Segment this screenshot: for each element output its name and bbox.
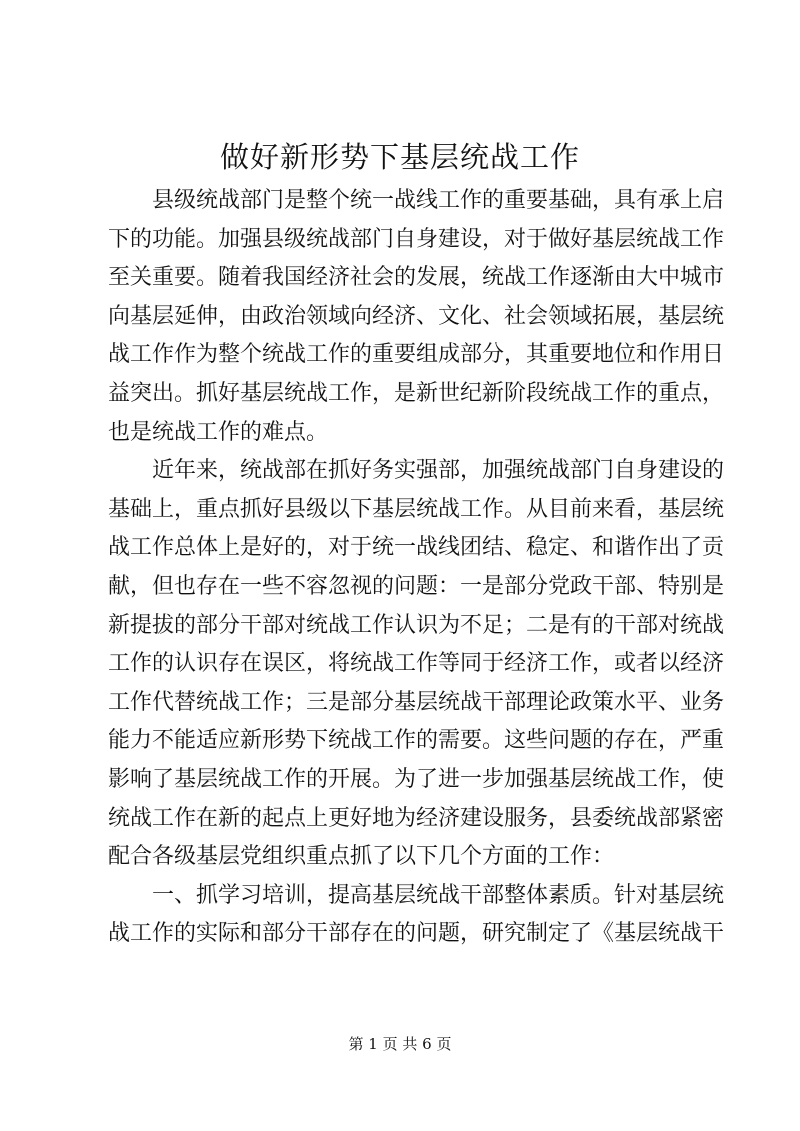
paragraph-line: 战工作的实际和部分干部存在的问题，研究制定了《基层统战干 — [108, 921, 725, 947]
document-body — [108, 182, 725, 954]
paragraph-line: 战工作总体上是好的，对于统一战线团结、稳定、和谐作出了贡 — [108, 535, 725, 561]
paragraph-line: 工作的认识存在误区，将统战工作等同于经济工作，或者以经济 — [108, 651, 725, 677]
paragraph-line: 益突出。抓好基层统战工作，是新世纪新阶段统战工作的重点， — [108, 380, 725, 406]
paragraph-line: 也是统战工作的难点。 — [108, 419, 329, 445]
paragraph-line: 工作代替统战工作；三是部分基层统战干部理论政策水平、业务 — [108, 689, 725, 715]
paragraph-line: 能力不能适应新形势下统战工作的需要。这些问题的存在，严重 — [108, 728, 725, 754]
paragraph-line: 近年来，统战部在抓好务实强部，加强统战部门自身建设的 — [152, 458, 725, 484]
paragraph-line: 一、抓学习培训，提高基层统战干部整体素质。针对基层统 — [152, 882, 725, 908]
paragraph-line: 新提拔的部分干部对统战工作认识为不足；二是有的干部对统战 — [108, 612, 725, 638]
document-title: 做好新形势下基层统战工作 — [219, 140, 580, 174]
paragraph-line: 影响了基层统战工作的开展。为了进一步加强基层统战工作，使 — [108, 766, 725, 792]
paragraph-line: 统战工作在新的起点上更好地为经济建设服务，县委统战部紧密 — [108, 805, 725, 831]
paragraph — [108, 877, 725, 954]
paragraph-line: 县级统战部门是整个统一战线工作的重要基础，具有承上启 — [152, 188, 725, 213]
paragraph — [108, 452, 725, 877]
page-footer: 第 1 页 共 6 页 — [348, 1035, 452, 1053]
paragraph-line: 献，但也存在一些不容忽视的问题：一是部分党政干部、特别是 — [108, 573, 725, 599]
paragraph-line: 向基层延伸，由政治领域向经济、文化、社会领域拓展，基层统 — [108, 303, 725, 329]
paragraph-line: 基础上，重点抓好县级以下基层统战工作。从目前来看，基层统 — [108, 496, 725, 522]
paragraph-line: 至关重要。随着我国经济社会的发展，统战工作逐渐由大中城市 — [108, 265, 725, 291]
paragraph-line: 配合各级基层党组织重点抓了以下几个方面的工作： — [108, 844, 615, 870]
paragraph-line: 下的功能。加强县级统战部门自身建设，对于做好基层统战工作 — [108, 226, 725, 252]
paragraph — [108, 182, 725, 452]
paragraph-line: 战工作作为整个统战工作的重要组成部分，其重要地位和作用日 — [108, 342, 725, 368]
